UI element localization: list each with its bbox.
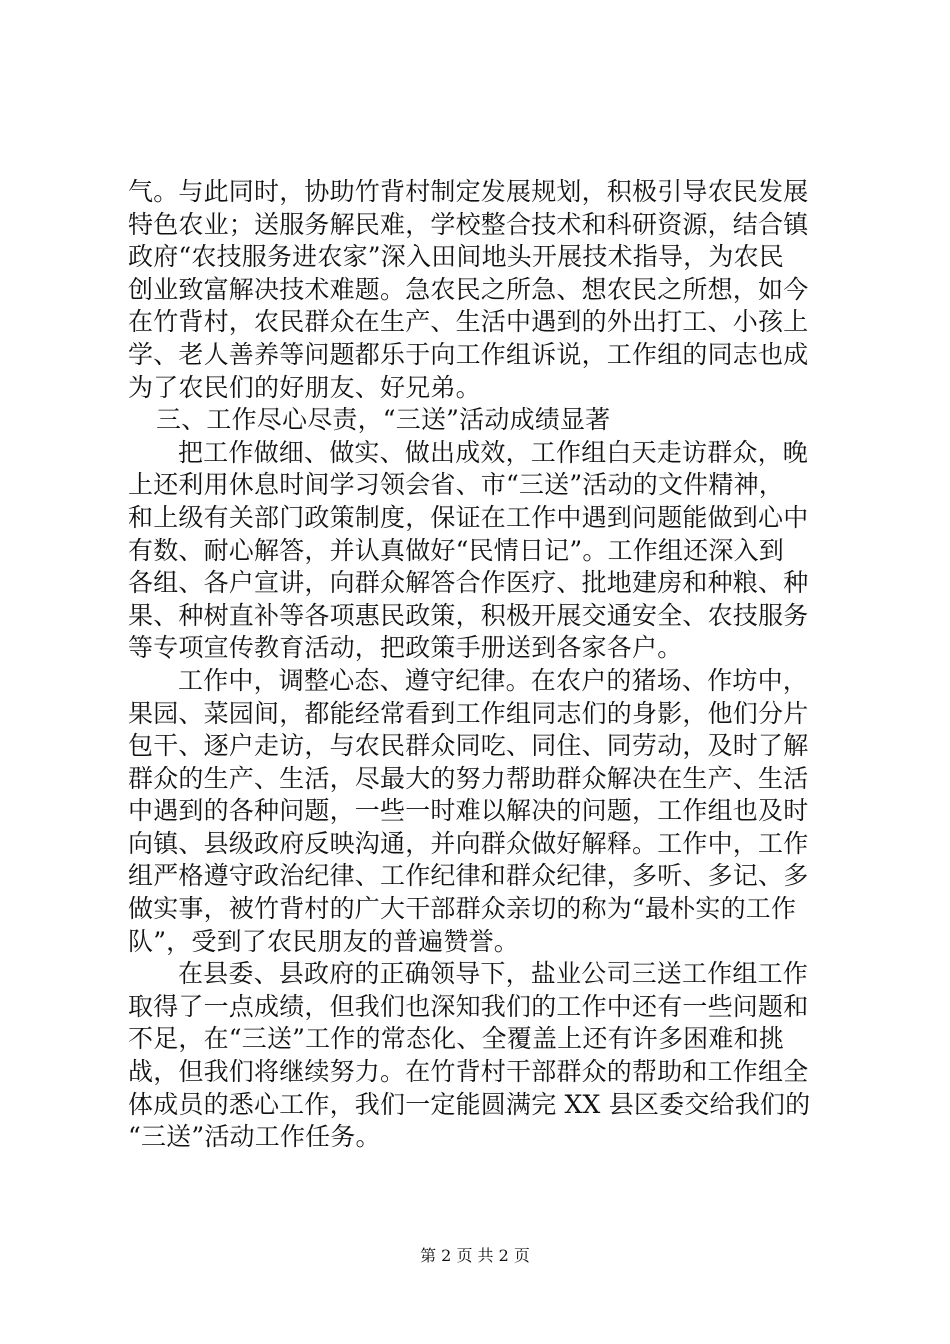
- text-line: 不足，在“三送”工作的常态化、全覆盖上还有许多困难和挑: [128, 1024, 784, 1054]
- text-line: 和上级有关部门政策制度，保证在工作中遇到问题能做到心中: [128, 502, 809, 532]
- text-line: 有数、耐心解答，并认真做好“民情日记”。工作组还深入到: [128, 535, 784, 565]
- document-body: [128, 176, 838, 1154]
- text-line: 中遇到的各种问题，一些一时难以解决的问题，工作组也及时: [128, 796, 809, 826]
- text-line: 学、老人善养等问题都乐于向工作组诉说，工作组的同志也成: [128, 339, 809, 369]
- page-footer: 第 2 页 共 2 页: [420, 1246, 530, 1265]
- text-line: 在县委、县政府的正确领导下，盐业公司三送工作组工作: [178, 959, 809, 989]
- text-line: 特色农业；送服务解民难，学校整合技术和科研资源，结合镇: [128, 209, 809, 239]
- text-line: 战，但我们将继续努力。在竹背村干部群众的帮助和工作组全: [128, 1057, 809, 1087]
- text-line: 取得了一点成绩，但我们也深知我们的工作中还有一些问题和: [128, 991, 809, 1021]
- text-line: 向镇、县级政府反映沟通，并向群众做好解释。工作中，工作: [128, 828, 809, 858]
- text-line: 果园、菜园间，都能经常看到工作组同志们的身影，他们分片: [128, 698, 809, 728]
- text-line: 做实事，被竹背村的广大干部群众亲切的称为“最朴实的工作: [128, 894, 797, 924]
- text-line: 果、种树直补等各项惠民政策，积极开展交通安全、农技服务: [128, 600, 809, 630]
- text-line: 创业致富解决技术难题。急农民之所急、想农民之所想，如今: [128, 274, 809, 304]
- text-line: 等专项宣传教育活动，把政策手册送到各家各户。: [128, 633, 683, 663]
- text-line: 为了农民们的好朋友、好兄弟。: [128, 372, 481, 402]
- text-line: “三送”活动工作任务。: [128, 1122, 381, 1152]
- text-line: 组严格遵守政治纪律、工作纪律和群众纪律，多听、多记、多: [128, 861, 809, 891]
- text-line: 体成员的悉心工作，我们一定能圆满完 XX 县区委交给我们的: [128, 1089, 811, 1119]
- text-line: 各组、各户宣讲，向群众解答合作医疗、批地建房和种粮、种: [128, 568, 809, 598]
- text-line: 队”，受到了农民朋友的普遍赞誉。: [128, 926, 519, 956]
- text-line: 在竹背村，农民群众在生产、生活中遇到的外出打工、小孩上: [128, 307, 809, 337]
- section-heading: 三、工作尽心尽责，“三送”活动成绩显著: [156, 405, 611, 435]
- text-line: 把工作做细、做实、做出成效，工作组白天走访群众，晚: [178, 437, 809, 467]
- text-line: 群众的生产、生活，尽最大的努力帮助群众解决在生产、生活: [128, 763, 809, 793]
- text-line: 包干、逐户走访，与农民群众同吃、同住、同劳动，及时了解: [128, 731, 809, 761]
- text-line: 上还利用休息时间学习领会省、市“三送”活动的文件精神，: [128, 470, 784, 500]
- text-line: 气。与此同时，协助竹背村制定发展规划，积极引导农民发展: [128, 177, 809, 206]
- text-line: 工作中，调整心态、遵守纪律。在农户的猪场、作坊中，: [178, 665, 809, 695]
- text-line: 政府“农技服务进农家”深入田间地头开展技术指导，为农民: [128, 242, 784, 272]
